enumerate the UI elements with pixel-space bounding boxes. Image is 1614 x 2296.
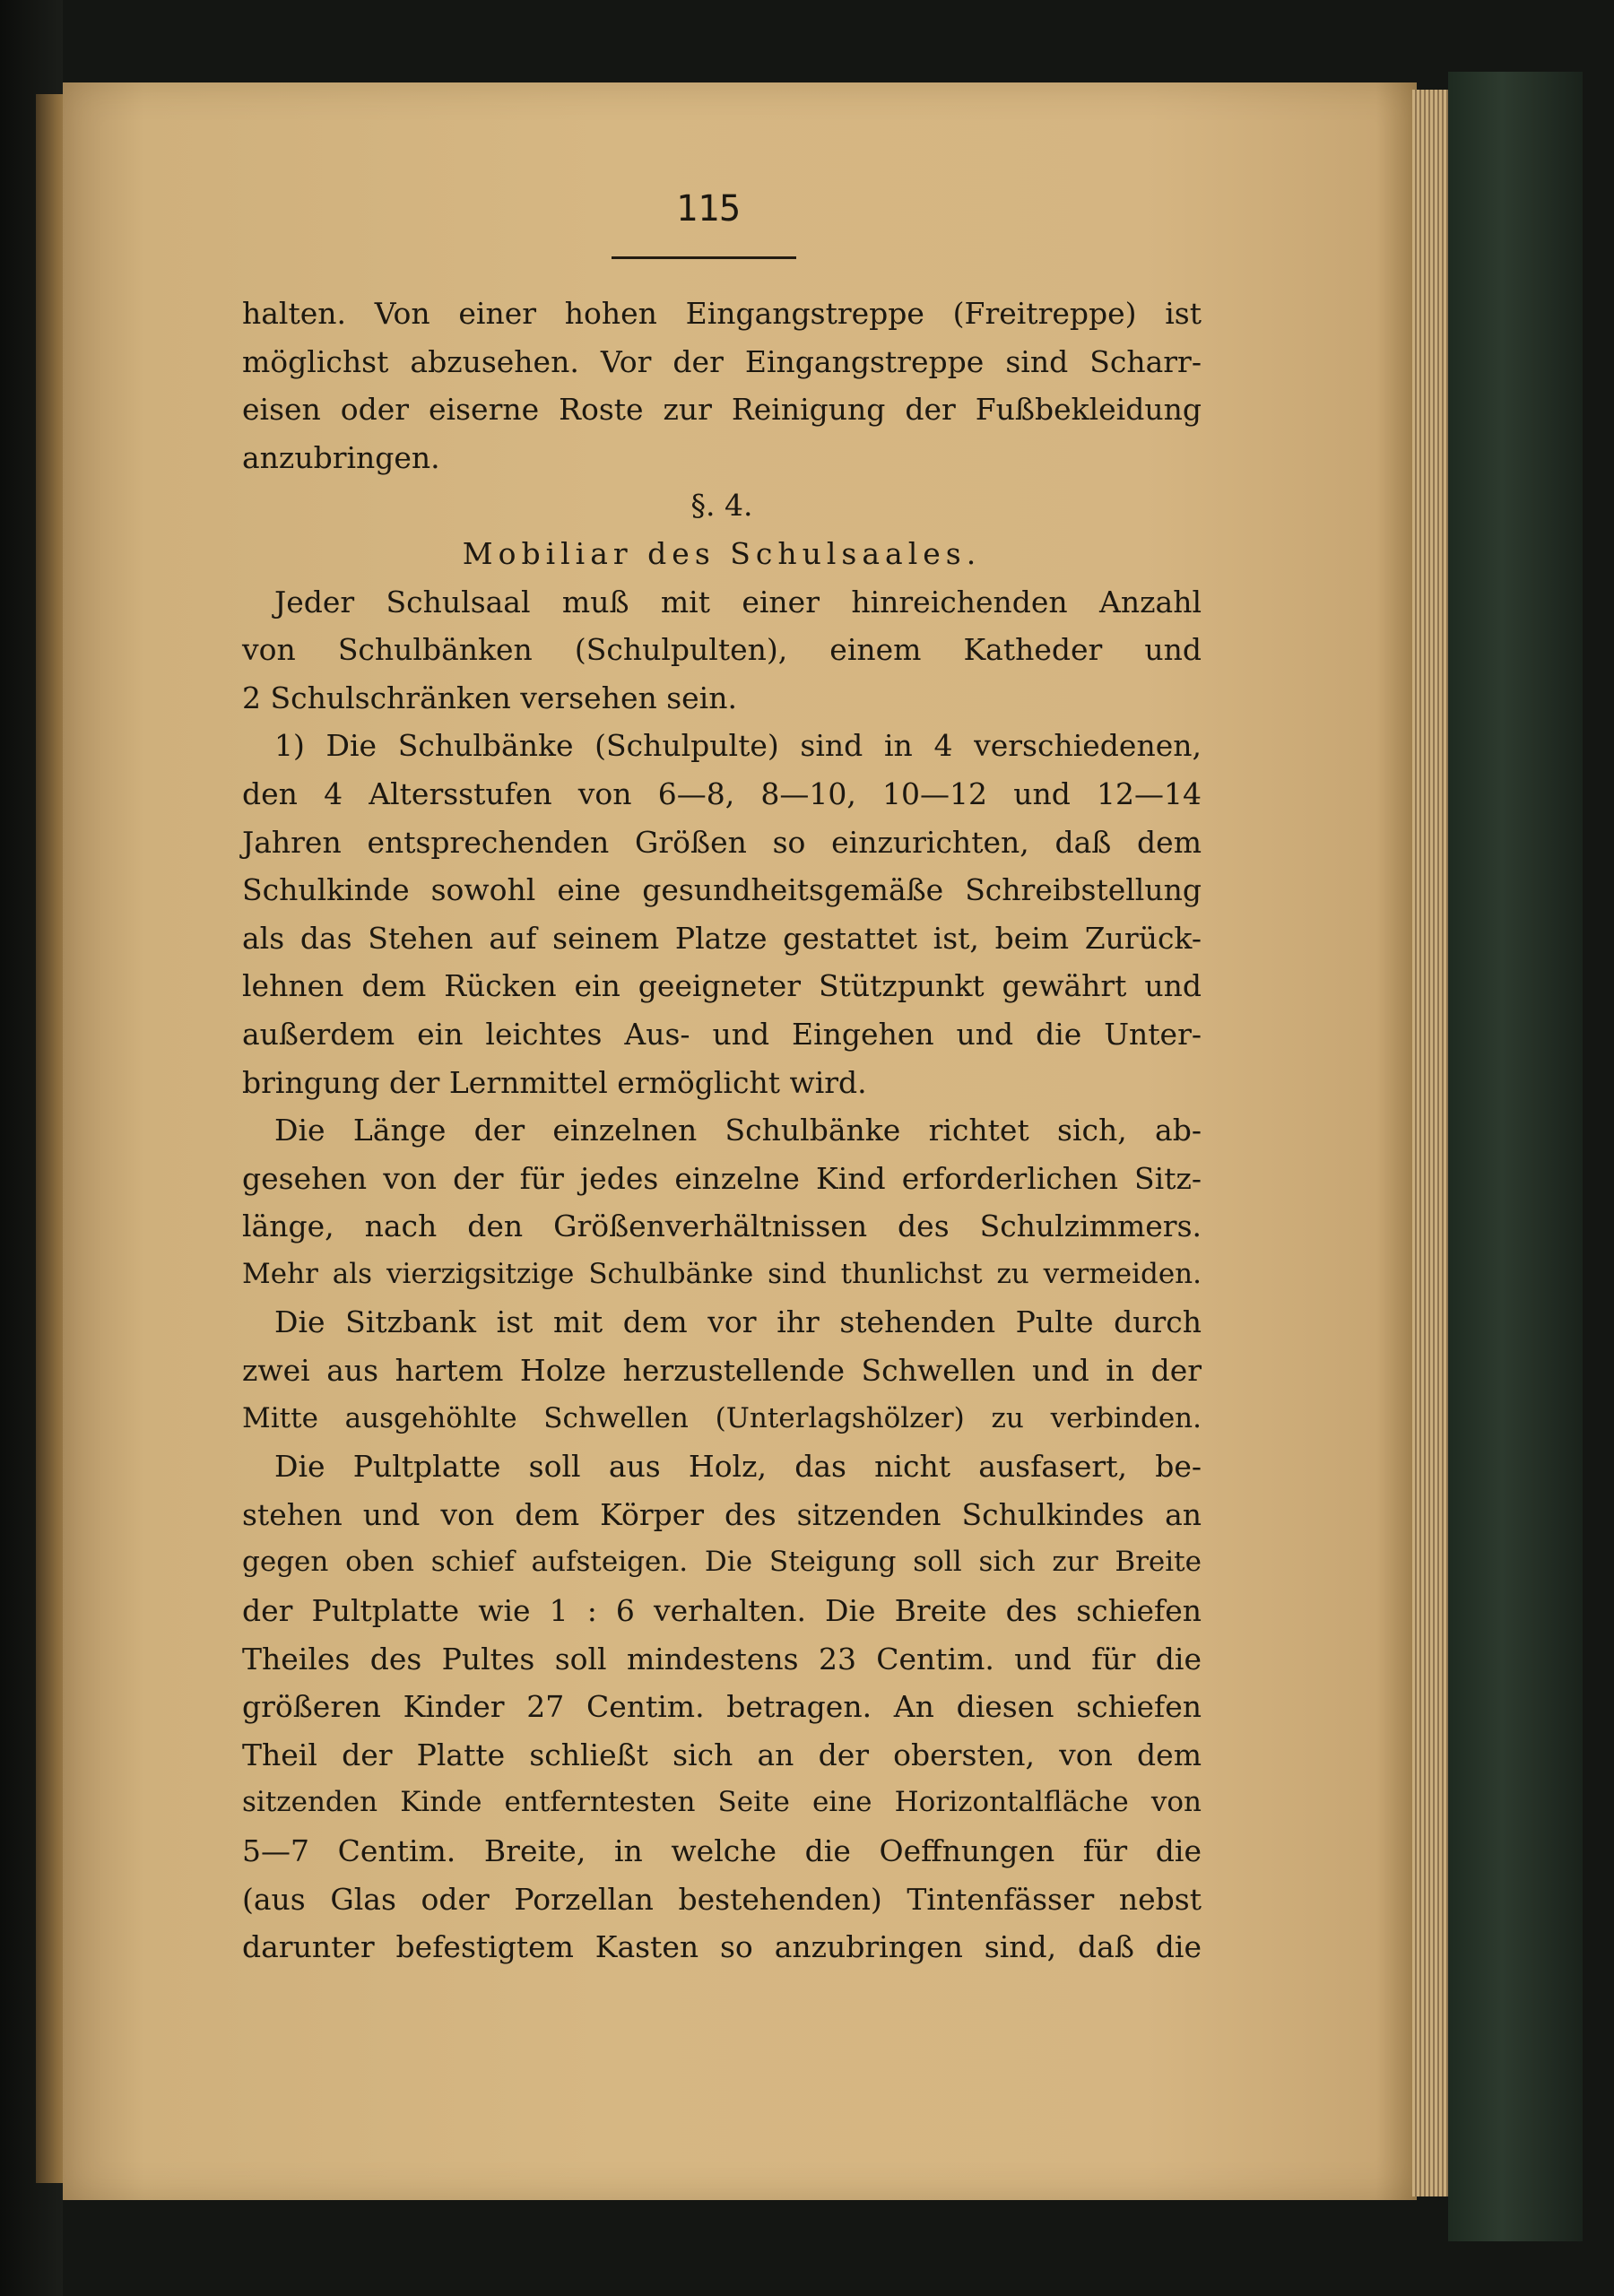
- text-line: gegen oben schief aufsteigen. Die Steigung soll sich zur Breite: [242, 1546, 1202, 1579]
- text-line: (aus Glas oder Porzellan bestehenden) Tintenfässer nebst: [242, 1881, 1202, 1917]
- text-line: 5—7 Centim. Breite, in welche die Oeffnungen für die: [242, 1833, 1202, 1868]
- text-line: 1) Die Schulbänke (Schulpulte) sind in 4 verschiedenen,: [274, 728, 1202, 764]
- text-line: bringung der Lernmittel ermöglicht wird.: [242, 1064, 867, 1100]
- text-line: Theiles des Pultes soll mindestens 23 Centim. und für die: [242, 1641, 1202, 1677]
- page-text: [242, 290, 1202, 1971]
- text-line: Die Länge der einzelnen Schulbänke richtet sich, ab-: [274, 1113, 1202, 1148]
- text-line: von Schulbänken (Schulpulten), einem Katheder und: [242, 632, 1202, 668]
- text-line: darunter befestigtem Kasten so anzubringen sind, daß die: [242, 1929, 1202, 1965]
- section-number: §. 4.: [690, 488, 753, 524]
- text-line: halten. Von einer hohen Eingangstreppe (Freitreppe) ist: [242, 296, 1202, 331]
- text-line: gesehen von der für jedes einzelne Kind erforderlichen Sitz-: [242, 1160, 1202, 1196]
- text-line: Jahren entsprechenden Größen so einzurichten, daß dem: [242, 824, 1202, 860]
- section-heading: Mobiliar des Schulsaales.: [462, 535, 982, 571]
- text-line: den 4 Altersstufen von 6—8, 8—10, 10—12 und 12—14: [242, 775, 1202, 811]
- text-line: größeren Kinder 27 Centim. betragen. An diesen schiefen: [242, 1689, 1202, 1725]
- text-line: Mitte ausgehöhlte Schwellen (Unterlagshölzer) zu verbinden.: [242, 1401, 1202, 1434]
- text-line: Schulkinde sowohl eine gesundheitsgemäße Schreibstellung: [242, 872, 1202, 908]
- text-line: zwei aus hartem Holze herzustellende Schwellen und in der: [242, 1353, 1202, 1389]
- page-stack-edge: [1412, 90, 1448, 2196]
- text-line: Theil der Platte schließt sich an der obersten, von dem: [242, 1737, 1202, 1772]
- text-line: Die Sitzbank ist mit dem vor ihr stehenden Pulte durch: [274, 1304, 1202, 1340]
- text-line: stehen und von dem Körper des sitzenden Schulkindes an: [242, 1496, 1202, 1532]
- text-line: sitzenden Kinde entferntesten Seite eine Horizontalfläche von: [242, 1786, 1202, 1819]
- text-line: Mehr als vierzigsitzige Schulbänke sind thunlichst zu vermeiden.: [242, 1257, 1202, 1290]
- text-line: länge, nach den Größenverhältnissen des Schulzimmers.: [242, 1209, 1202, 1244]
- page-number: 115: [675, 188, 742, 230]
- text-line: Die Pultplatte soll aus Holz, das nicht ausfasert, be-: [274, 1449, 1202, 1485]
- text-line: der Pultplatte wie 1 : 6 verhalten. Die Breite des schiefen: [242, 1593, 1202, 1629]
- text-line: als das Stehen auf seinem Platze gestattet ist, beim Zurück-: [242, 920, 1202, 956]
- text-line: lehnen dem Rücken ein geeigneter Stützpunkt gewährt und: [242, 968, 1202, 1004]
- text-line: außerdem ein leichtes Aus- und Eingehen und die Unter-: [242, 1016, 1202, 1052]
- text-line: Jeder Schulsaal muß mit einer hinreichenden Anzahl: [274, 584, 1202, 619]
- text-line: anzubringen.: [242, 439, 440, 475]
- text-line: 2 Schulschränken versehen sein.: [242, 680, 737, 715]
- right-cover: [1448, 72, 1583, 2241]
- text-line: möglichst abzusehen. Vor der Eingangstreppe sind Scharr-: [242, 343, 1202, 379]
- text-line: eisen oder eiserne Roste zur Reinigung der Fußbekleidung: [242, 392, 1202, 428]
- header-rule: [612, 256, 796, 259]
